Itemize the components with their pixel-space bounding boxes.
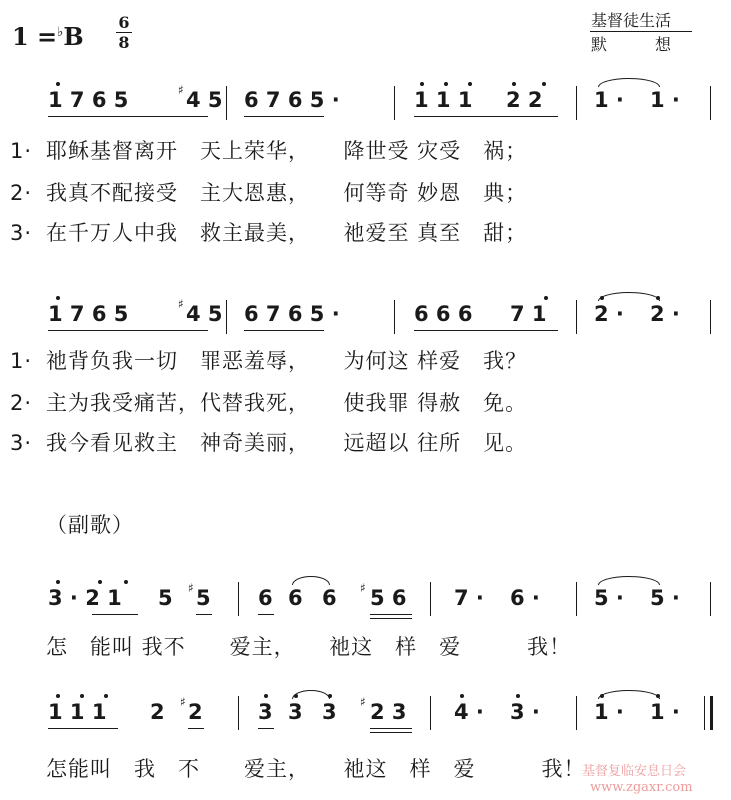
barline <box>430 582 431 616</box>
watermark-url: www.zgaxr.com <box>590 780 693 795</box>
notes-m4a: 1 · <box>594 88 624 112</box>
final-barline-thick <box>710 696 713 730</box>
barline <box>710 300 711 334</box>
tie <box>292 576 330 585</box>
note: 6 · <box>510 586 540 610</box>
verse-lyric: 祂背负我一切 罪恶羞辱， 为何这 样爱 我？ <box>46 349 528 373</box>
barline <box>226 86 227 120</box>
high-dot <box>516 694 520 698</box>
high-dot <box>80 694 84 698</box>
verse-number: 3· <box>10 431 33 455</box>
barline <box>576 300 577 334</box>
verse-lyric: 我真不配接受 主大恩惠， 何等奇 妙恩 典； <box>46 181 528 205</box>
barline <box>394 300 395 334</box>
verse-number: 1· <box>10 349 33 373</box>
underline <box>244 330 324 331</box>
note: 5 · <box>650 586 680 610</box>
high-dot <box>444 82 448 86</box>
notes-m2: 6 7 6 5 · <box>244 88 340 112</box>
underline <box>370 618 412 619</box>
notes-m1b: 4 5 <box>186 88 223 112</box>
credit-subtitle: 默 想 <box>591 35 672 54</box>
verse-number: 1· <box>10 139 33 163</box>
time-signature <box>116 14 132 51</box>
notes-m4a: 2 · <box>594 302 624 326</box>
high-dot <box>56 694 60 698</box>
sharp-sign: ♯ <box>180 695 186 709</box>
high-dot <box>56 580 60 584</box>
notes-m3b: 7 1 <box>510 302 547 326</box>
credit-title: 基督徒生活 <box>591 11 672 30</box>
tie <box>598 292 660 301</box>
verse-number: 2· <box>10 391 33 415</box>
underline <box>244 116 324 117</box>
underline <box>92 614 138 615</box>
note: 2 <box>188 700 203 724</box>
barline <box>238 696 239 730</box>
note: 3 <box>322 700 337 724</box>
high-dot <box>468 82 472 86</box>
note: 6 <box>322 586 337 610</box>
high-dot <box>600 296 604 300</box>
tie <box>598 78 660 87</box>
high-dot <box>98 580 102 584</box>
barline <box>576 86 577 120</box>
high-dot <box>420 82 424 86</box>
notes-m1b: 4 5 <box>186 302 223 326</box>
notes-m4b: 1 · <box>650 88 680 112</box>
barline <box>226 300 227 334</box>
note: 1 · <box>594 700 624 724</box>
verse-lyric: 在千万人中我 救主最美， 祂爱至 真至 甜； <box>46 221 528 245</box>
underline <box>370 732 412 733</box>
notes-m4b: 2 · <box>650 302 680 326</box>
note: 6 <box>258 586 273 610</box>
verse-lyric: 主为我受痛苦，代替我死， 使我罪 得赦 免。 <box>46 391 528 415</box>
barline <box>430 696 431 730</box>
chorus-lyric: 怎 能叫 我不 爱主， 祂这 样 爱 我！ <box>46 635 572 659</box>
notes: 5 6 <box>370 586 407 610</box>
sharp-sign: ♯ <box>178 83 184 97</box>
underline <box>188 728 204 729</box>
sharp-sign: ♯ <box>360 695 366 709</box>
high-dot <box>124 580 128 584</box>
underline <box>414 116 558 117</box>
underline <box>414 330 558 331</box>
notes-m1a: 1 7 6 5 <box>48 302 129 326</box>
note: 3 · <box>510 700 540 724</box>
tie <box>598 576 660 585</box>
barline <box>576 582 577 616</box>
note: 5 <box>158 586 173 610</box>
underline <box>370 614 412 615</box>
barline <box>394 86 395 120</box>
barline <box>576 696 577 730</box>
note: 5 · <box>594 586 624 610</box>
watermark-text: 基督复临安息日会 <box>582 764 687 779</box>
sharp-sign: ♯ <box>178 297 184 311</box>
note: 7 · <box>454 586 484 610</box>
time-top: 6 <box>118 13 130 32</box>
final-barline-thin <box>704 696 705 730</box>
high-dot <box>544 296 548 300</box>
notes: 2 3 <box>370 700 407 724</box>
underline <box>370 728 412 729</box>
time-bottom: 8 <box>118 33 130 52</box>
verse-lyric: 耶稣基督离开 天上荣华， 降世受 灾受 祸； <box>46 139 528 163</box>
high-dot <box>512 82 516 86</box>
note: 6 <box>288 586 303 610</box>
barline <box>238 582 239 616</box>
underline <box>48 728 118 729</box>
high-dot <box>656 296 660 300</box>
high-dot <box>104 694 108 698</box>
notes-m1a: 1 1 1 <box>48 700 107 724</box>
sharp-sign: ♯ <box>360 581 366 595</box>
key-prefix: 1 = <box>12 22 58 51</box>
notes-m1a: 1 7 6 5 <box>48 88 129 112</box>
verse-lyric: 我今看见救主 神奇美丽， 远超以 往所 见。 <box>46 431 528 455</box>
note: 4 · <box>454 700 484 724</box>
chorus-label: （副歌） <box>46 513 134 537</box>
high-dot <box>600 694 604 698</box>
key-note: B <box>63 22 84 51</box>
underline <box>48 116 208 117</box>
notes-m3b: 2 2 <box>506 88 543 112</box>
note: 5 <box>196 586 211 610</box>
high-dot <box>264 694 268 698</box>
note: 2 <box>150 700 165 724</box>
underline <box>196 614 212 615</box>
chorus-lyric: 怎能叫 我 不 爱主， 祂这 样 爱 我！ <box>46 757 586 781</box>
underline <box>258 728 274 729</box>
verse-number: 2· <box>10 181 33 205</box>
key-signature <box>12 22 84 51</box>
note: 3 <box>258 700 273 724</box>
barline <box>710 86 711 120</box>
note: 3 <box>288 700 303 724</box>
notes-m2: 6 7 6 5 · <box>244 302 340 326</box>
flat-symbol: ♭ <box>57 25 64 40</box>
tie <box>598 690 660 699</box>
underline <box>48 330 208 331</box>
high-dot <box>56 82 60 86</box>
high-dot <box>328 694 332 698</box>
verse-number: 3· <box>10 221 33 245</box>
high-dot <box>294 694 298 698</box>
notes-m3a: 6 6 6 <box>414 302 473 326</box>
high-dot <box>460 694 464 698</box>
barline <box>710 582 711 616</box>
notes-m1a: 3 · 2 1 <box>48 586 122 610</box>
underline <box>258 614 274 615</box>
sharp-sign: ♯ <box>188 581 194 595</box>
notes-m3a: 1 1 1 <box>414 88 473 112</box>
high-dot <box>656 694 660 698</box>
note: 1 · <box>650 700 680 724</box>
high-dot <box>56 296 60 300</box>
high-dot <box>542 82 546 86</box>
